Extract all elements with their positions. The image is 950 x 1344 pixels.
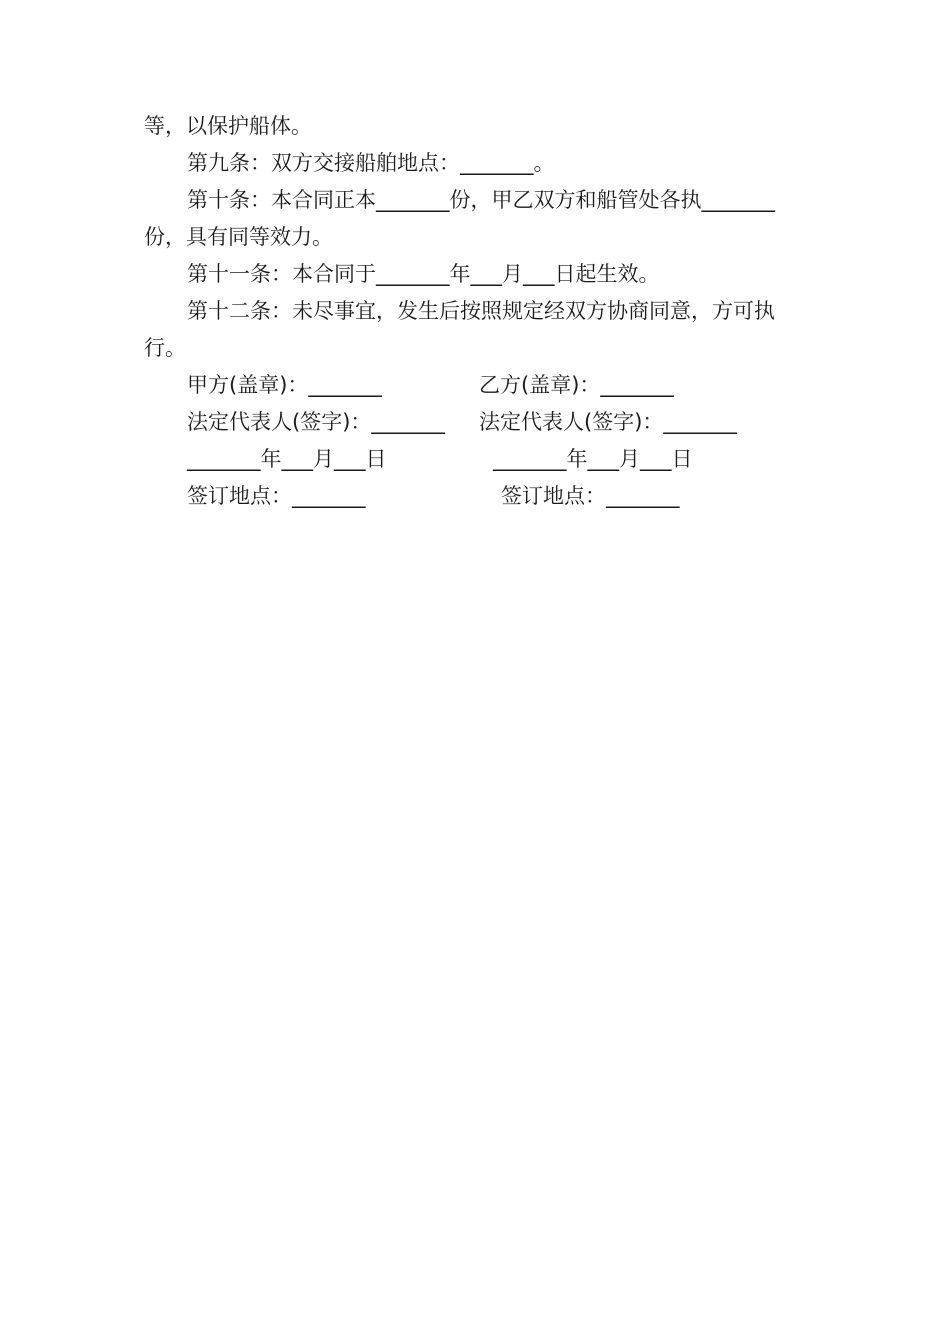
signature-seal-row [144,367,808,404]
signature-date-row [144,441,808,478]
signature-rep-row [144,404,808,441]
clause-twelve-continuation: 行。 [144,336,186,360]
party-b-representative: 法定代表人(签字)：_______ [479,410,737,434]
clause-ten: 第十条：本合同正本_______份，甲乙双方和船管处各执_______ [187,188,775,212]
party-b-date: _______年___月___日 [493,447,693,471]
clause-eleven: 第十一条：本合同于_______年___月___日起生效。 [187,262,660,286]
paragraph-continuation: 等，以保护船体。 [144,114,312,138]
party-a-date: _______年___月___日 [187,447,387,471]
party-b-place: 签订地点：_______ [501,484,680,508]
clause-nine: 第九条：双方交接船舶地点：_______。 [187,151,555,175]
party-a-representative: 法定代表人(签字)：_______ [187,410,445,434]
clause-twelve: 第十二条：未尽事宜，发生后按照规定经双方协商同意，方可执 [187,299,775,323]
party-b-seal: 乙方(盖章)：_______ [479,373,674,397]
signature-place-row [144,478,808,515]
party-a-place: 签订地点：_______ [187,484,366,508]
party-a-seal: 甲方(盖章)：_______ [187,373,382,397]
clause-ten-continuation: 份，具有同等效力。 [144,225,333,249]
contract-body [144,108,808,515]
